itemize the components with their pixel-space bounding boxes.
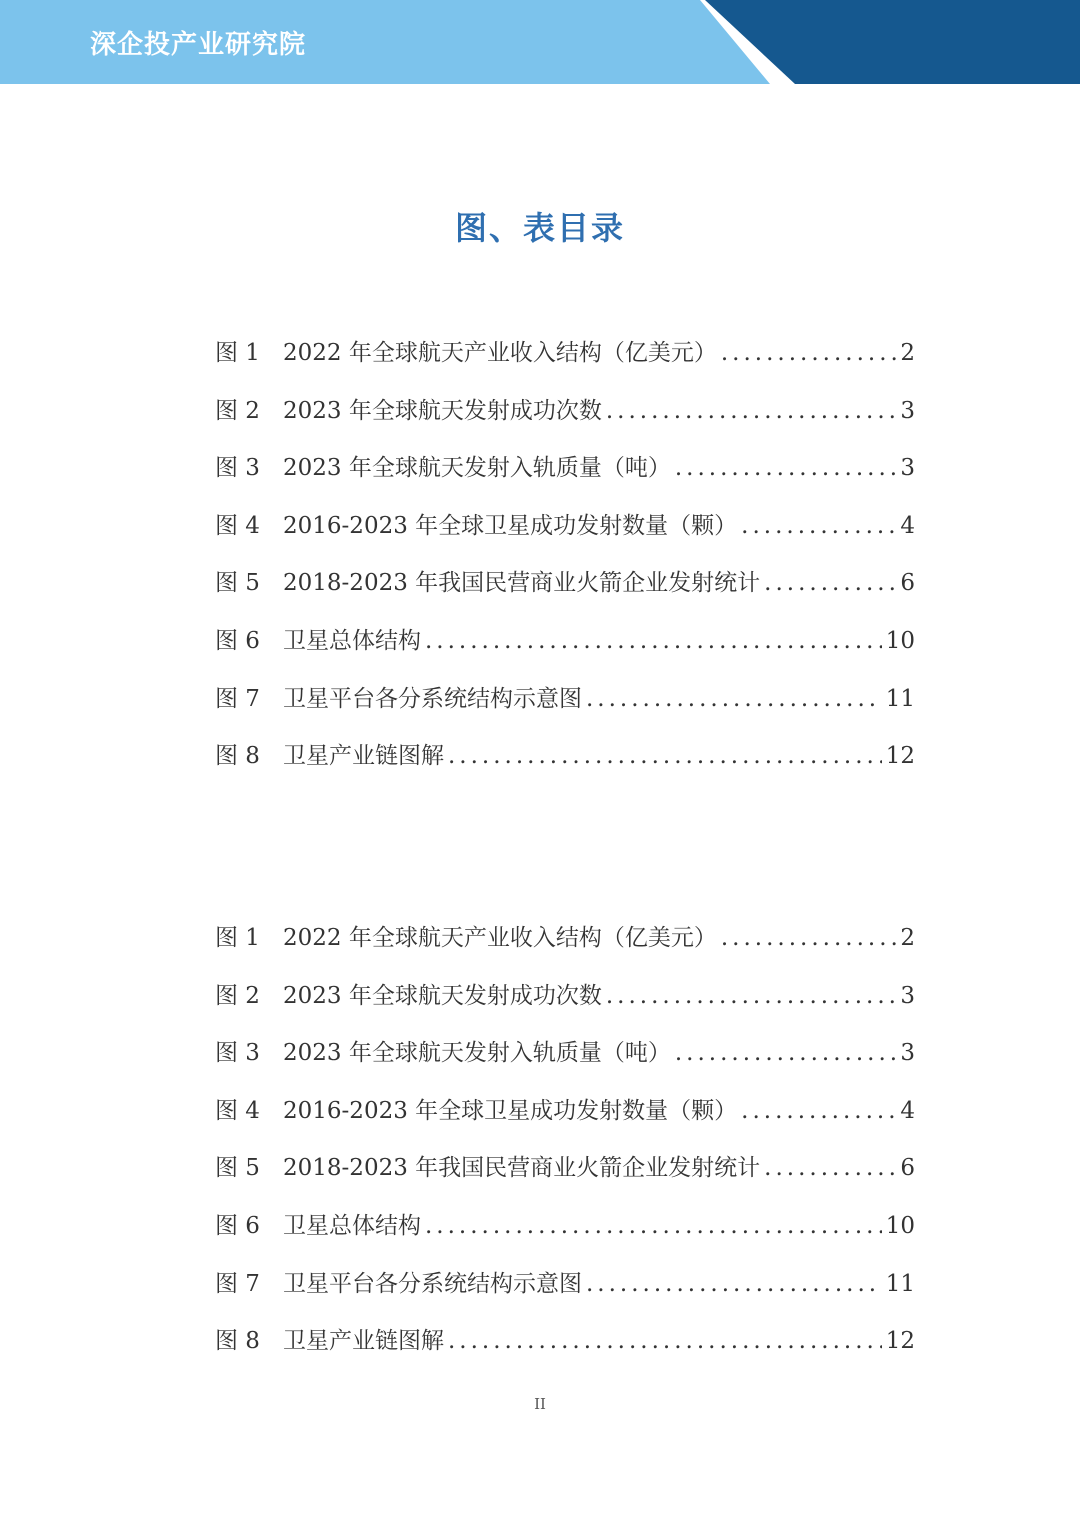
toc-entry[interactable] xyxy=(215,391,915,449)
toc-entry-title: 卫星产业链图解 xyxy=(283,1328,444,1355)
toc-dot-leader xyxy=(448,736,882,776)
toc-entry[interactable] xyxy=(215,1264,915,1322)
toc-entry-page: 12 xyxy=(885,743,915,770)
toc-entry[interactable] xyxy=(215,333,915,391)
toc-dot-leader xyxy=(425,621,882,661)
toc-entry[interactable] xyxy=(215,1033,915,1091)
toc-dot-leader xyxy=(721,918,897,958)
toc-entry-label: 图 5 xyxy=(215,570,260,597)
toc-entry-page: 12 xyxy=(885,1328,915,1355)
toc-entry-label: 图 3 xyxy=(215,1040,260,1067)
toc-entry-page: 2 xyxy=(900,340,915,366)
toc-entry-label: 图 7 xyxy=(215,1270,260,1297)
toc-entry[interactable] xyxy=(215,506,915,564)
toc-entry-label: 图 2 xyxy=(215,397,260,424)
toc-entry[interactable] xyxy=(215,1091,915,1149)
toc-entry-label: 图 4 xyxy=(215,1097,260,1124)
toc-entry-title: 2023 年全球航天发射入轨质量（吨） xyxy=(283,455,671,482)
org-name: 深企投产业研究院 xyxy=(90,30,307,60)
toc-entry-page: 4 xyxy=(900,1097,915,1124)
toc-entry-label: 图 5 xyxy=(215,1155,260,1182)
toc-dot-leader xyxy=(425,1206,882,1246)
toc-entry[interactable] xyxy=(215,679,915,737)
toc-entry-page: 11 xyxy=(885,1270,915,1297)
toc-entry-label: 图 4 xyxy=(215,512,260,539)
figure-list-second xyxy=(215,918,915,1379)
toc-entry-title: 2023 年全球航天发射成功次数 xyxy=(283,397,602,424)
toc-entry-label: 图 8 xyxy=(215,1328,260,1355)
toc-entry-page: 10 xyxy=(885,1212,915,1239)
toc-entry[interactable] xyxy=(215,1321,915,1379)
toc-dot-leader xyxy=(606,391,897,431)
toc-entry-label: 图 7 xyxy=(215,685,260,712)
toc-entry-page: 3 xyxy=(900,397,915,424)
toc-entry[interactable] xyxy=(215,1206,915,1264)
header-dark-band xyxy=(705,0,1080,84)
toc-entry-page: 3 xyxy=(900,1040,915,1067)
toc-dot-leader xyxy=(764,563,896,603)
toc-entry-page: 11 xyxy=(885,685,915,712)
toc-entry[interactable] xyxy=(215,563,915,621)
toc-entry-page: 3 xyxy=(900,455,915,482)
toc-entry-title: 卫星平台各分系统结构示意图 xyxy=(283,685,582,712)
toc-entry-page: 2 xyxy=(900,925,915,951)
toc-entry-page: 4 xyxy=(900,512,915,539)
toc-dot-leader xyxy=(586,1264,882,1304)
toc-dot-leader xyxy=(606,976,897,1016)
toc-entry[interactable] xyxy=(215,976,915,1034)
toc-entry-page: 10 xyxy=(885,627,915,654)
toc-entry[interactable] xyxy=(215,918,915,976)
toc-entry-title: 卫星总体结构 xyxy=(283,627,421,654)
toc-entry-title: 2018-2023 年我国民营商业火箭企业发射统计 xyxy=(283,570,761,597)
page-header xyxy=(0,0,1080,84)
toc-entry-page: 6 xyxy=(900,1155,915,1182)
toc-entry-title: 2022 年全球航天产业收入结构（亿美元） xyxy=(283,340,717,366)
toc-entry-label: 图 1 xyxy=(215,925,260,951)
toc-entry[interactable] xyxy=(215,448,915,506)
toc-dot-leader xyxy=(741,506,896,546)
toc-entry-title: 卫星平台各分系统结构示意图 xyxy=(283,1270,582,1297)
toc-dot-leader xyxy=(741,1091,896,1131)
toc-entry-title: 2022 年全球航天产业收入结构（亿美元） xyxy=(283,925,717,951)
toc-dot-leader xyxy=(448,1321,882,1361)
toc-entry-title: 2016-2023 年全球卫星成功发射数量（颗） xyxy=(283,1097,738,1124)
toc-entry-label: 图 2 xyxy=(215,982,260,1009)
toc-entry-title: 2018-2023 年我国民营商业火箭企业发射统计 xyxy=(283,1155,761,1182)
toc-dot-leader xyxy=(675,1033,897,1073)
toc-entry-title: 2023 年全球航天发射入轨质量（吨） xyxy=(283,1040,671,1067)
toc-entry[interactable] xyxy=(215,621,915,679)
toc-entry-label: 图 6 xyxy=(215,627,260,654)
toc-entry-label: 图 8 xyxy=(215,743,260,770)
toc-entry-label: 图 1 xyxy=(215,340,260,366)
figure-list-first xyxy=(215,333,915,794)
toc-entry[interactable] xyxy=(215,736,915,794)
toc-entry[interactable] xyxy=(215,1148,915,1206)
toc-entry-label: 图 3 xyxy=(215,455,260,482)
toc-entry-title: 2023 年全球航天发射成功次数 xyxy=(283,982,602,1009)
page-title: 图、表目录 xyxy=(454,209,625,247)
toc-dot-leader xyxy=(764,1148,896,1188)
toc-entry-title: 卫星产业链图解 xyxy=(283,743,444,770)
toc-entry-page: 3 xyxy=(900,982,915,1009)
toc-entry-title: 卫星总体结构 xyxy=(283,1212,421,1239)
toc-dot-leader xyxy=(675,448,897,488)
toc-entry-label: 图 6 xyxy=(215,1212,260,1239)
toc-entry-title: 2016-2023 年全球卫星成功发射数量（颗） xyxy=(283,512,738,539)
toc-dot-leader xyxy=(586,679,882,719)
page-number: II xyxy=(534,1395,546,1413)
toc-dot-leader xyxy=(721,333,897,373)
toc-entry-page: 6 xyxy=(900,570,915,597)
